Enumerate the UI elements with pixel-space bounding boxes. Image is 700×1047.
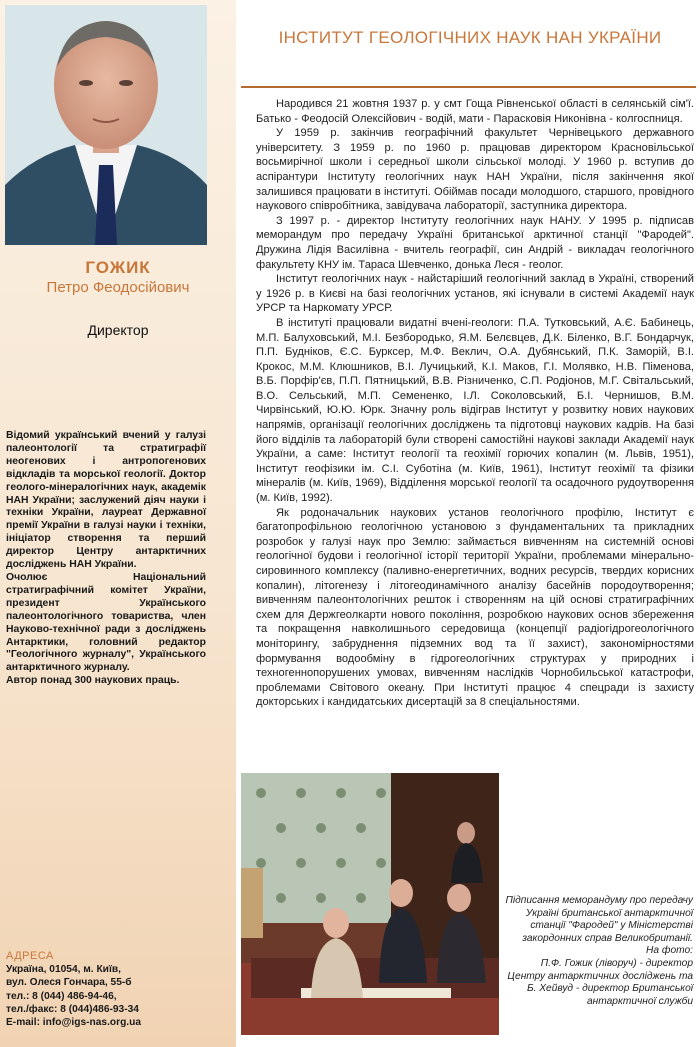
- person-given-names: Петро Феодосійович: [46, 279, 190, 296]
- photo-caption: [505, 895, 693, 1008]
- header-divider: [241, 86, 696, 88]
- contact-line: тел./факс: 8 (044)486-93-34: [6, 1003, 139, 1015]
- contact-line: Україна, 01054, м. Київ,: [6, 964, 121, 976]
- bio-text: [6, 430, 206, 688]
- article-paragraph: Інститут геологічних наук - найстаріший геологічний заклад в Україні, створений у 1926 р. в Києві на базі геологічних установ, які існували в системі Академії наук УРСР та Наркомату УРСР.: [256, 273, 694, 315]
- page-title: ІНСТИТУТ ГЕОЛОГІЧНИХ НАУК НАН УКРАЇНИ: [278, 28, 662, 47]
- caption-text: Підписання меморандуму про передачу Україні британської антарктичної станції "Фародей" у Міністерстві закордонних справ Великобританії.: [505, 895, 693, 944]
- contact-email[interactable]: E-mail: info@igs-nas.org.ua: [6, 1017, 142, 1029]
- bio-paragraph: Очолює Національний стратиграфічний комітет України, президент Українського палеонтологічного товариства, член Науково-технічної ради з досліджень Антарктики, головний редактор "Геологічного журналу", Українського антарктичного журналу.: [6, 571, 206, 674]
- main-article: [256, 97, 694, 710]
- contact-line: вул. Олеся Гончара, 55-б: [6, 977, 132, 989]
- person-position: Директор: [87, 322, 149, 338]
- memorandum-signing-photo: [241, 773, 499, 1035]
- contacts-title: АДРЕСА: [6, 950, 54, 962]
- contacts-block: [6, 950, 226, 1029]
- sidebar: [0, 0, 236, 1047]
- article-paragraph: У 1959 р. закінчив географічний факультет Чернівецького державного університету. З 1959 р. по 1960 р. працював директором Красновільської восьмирічної школи і середньої школи сільської молоді. У 1960 р. вступив до аспірантури Інституту геологічних наук НАН України, після закінчення якої залишився працювати в інституті. Обіймав посади молодшого, старшого, провідного наукового співробітника, завідувача лабораторії, заступника директора.: [256, 127, 694, 213]
- article-paragraph: Як родоначальник наукових установ геологічного профілю, Інститут є багатопрофільною геологічною установою з фундаментальних та прикладних розробок у галузі наук про Землю: займається вивченням на системній основі геологічної будови і геологічної історії території України, проблемами мінерально-сировинного комплексу (паливно-енергетичних, водних ресурсів, твердих корисних копалин), літогенезу і літогеодинамічного аналізу басейнів породоутворення; вивченням палеонтологічних решток і створенням на цій основі стратиграфічних схем для Держгеолкарти нового покоління, розробкою наукових основ збереження та покращення навколишнього середовища (концепції радіогідрогеологічного моніторингу, забруднення підземних вод та її захист), закономірностями формування водообміну в гідрогеологічних структурах у природних і техногеннопорушених умовах, вивченням наслідків Чорнобильської катастрофи, проблемами Світового океану. При Інституті працює 4 спецради із захисту докторських і кандидатських дисертацій за 8 спеціальностями.: [256, 506, 694, 709]
- contact-line: тел.: 8 (044) 486-94-46,: [6, 990, 117, 1002]
- article-paragraph: Народився 21 жовтня 1937 р. у смт Гоща Рівненської області в селянській сім'ї. Батько - Феодосій Олексійович - водій, мати - Парасковія Никонівна - колгоспниця.: [256, 98, 694, 125]
- bio-paragraph: Автор понад 300 наукових праць.: [6, 675, 180, 687]
- caption-label: На фото:: [645, 945, 693, 957]
- person-surname: ГОЖИК: [85, 258, 151, 277]
- portrait-photo: [5, 5, 207, 245]
- caption-people: П.Ф. Гожик (ліворуч) - директор Центру антарктичних досліджень та Б. Хейвуд - директор Британської антарктичної служби: [507, 957, 693, 1007]
- article-paragraph: В інституті працювали видатні вчені-геологи: П.А. Тутковський, А.Є. Бабинець, М.П. Балуховський, М.І. Безбородько, Я.М. Белєвцев, Д.К. Біленко, В.Г. Бондарчук, П.П. Будніков, Є.С. Бурксер, М.Ф. Веклич, О.А. Дубянський, П.К. Заморій, В.І. Крокос, М.М. Клюшников, В.І. Лучицький, К.І. Маков, Г.І. Молявко, Н.В. Піменова, В.Б. Порфір'єв, П.П. Пятницький, В.В. Різниченко, С.П. Родіонов, М.Г. Світальський, В.О. Сельський, М.П. Семененко, І.Л. Соколовський, Б.І. Чернишов, В.М. Чирвінський, Ю.Ю. Юрк. Значну роль відіграв Інститут у розвитку нових наукових напрямів, організації геологічних досліджень та підготовці наукових кадрів. На базі його відділів та лабораторій були створені самостійні наукові заклади Академії наук України, а саме: Інститут геології та геохімії горючих копалин (м. Львів, 1951), Інститут геофізики ім. С.І. Суботіна (м. Київ, 1961), Інститут геохімії та фізики мінералів (м. Київ, 1969), Відділення морської геології та осадочного рудоутворення (м. Київ, 1992).: [256, 316, 694, 505]
- bio-paragraph: Відомий український вчений у галузі палеонтології та стратиграфії неогенових і антропогенових відкладів та морської геології. Доктор геолого-мінералогічних наук, академік НАН України; заслужений діяч науки і техніки України, лауреат Державної премії України в галузі науки і техніки, ініціатор створення та перший директор Центру антарктичних досліджень НАН України.: [6, 430, 206, 571]
- article-paragraph: З 1997 р. - директор Інституту геологічних наук НАНУ. У 1995 р. підписав меморандум про передачу Україні британської арктичної станції "Фародей". Дружина Лідія Василівна - вчитель географії, син Андрій - викладач геологічного факультету КНУ ім. Тараса Шевченко, донька Леся - геолог.: [256, 214, 694, 271]
